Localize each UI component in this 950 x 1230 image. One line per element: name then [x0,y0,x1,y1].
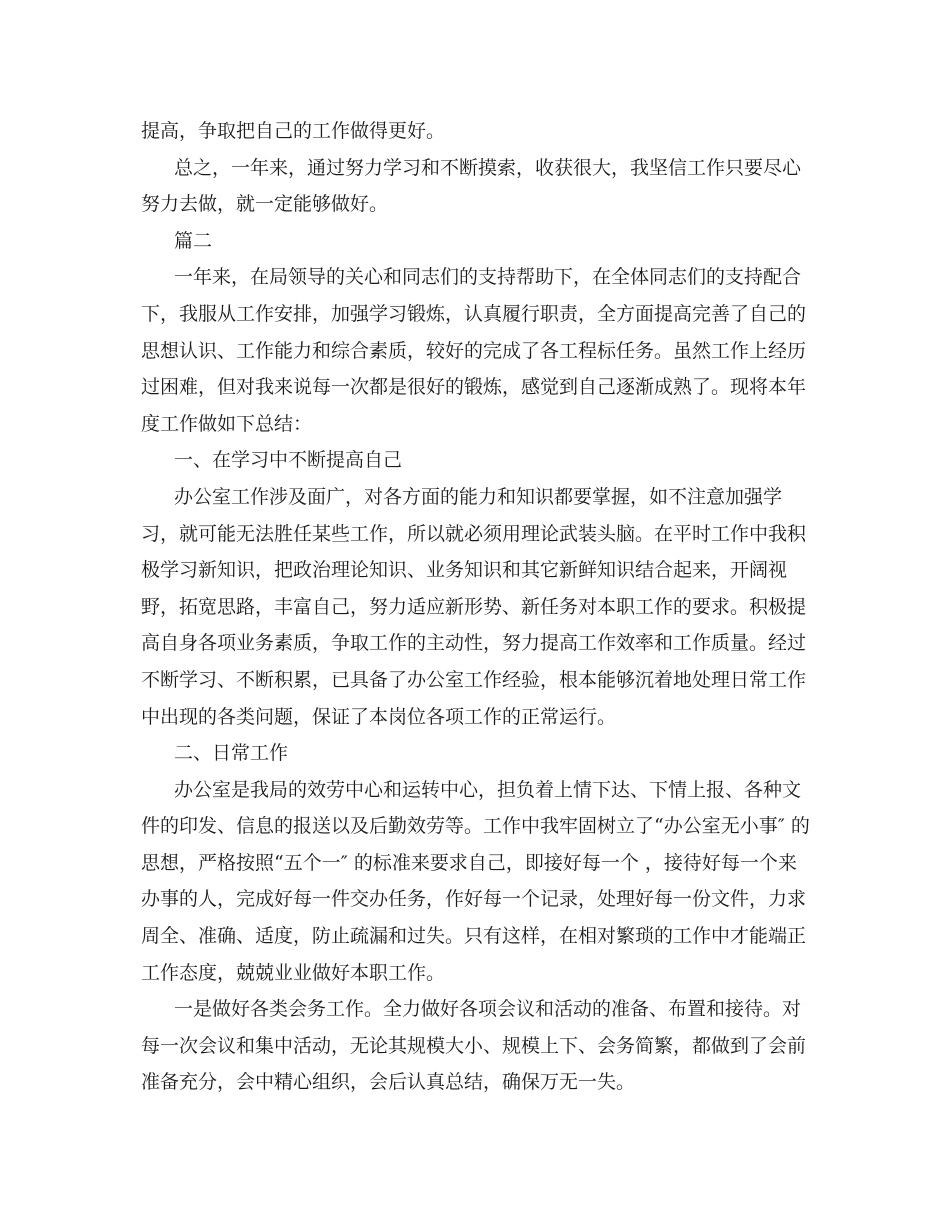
text-line: 一年来，在局领导的关心和同志们的支持帮助下，在全体同志们的支持配合 [174,266,802,289]
text-line: 工作态度，兢兢业业做好本职工作。 [141,961,446,984]
text-line: 习，就可能无法胜任某些工作，所以就必须用理论武装头脑。在平时工作中我积 [141,522,807,545]
text-line: 办事的人，完成好每一件交办任务，作好每一个记录，处理好每一份文件，力求 [141,888,807,911]
text-line: 思想，严格按照“五个一″ 的标准来要求自己，即接好每一个 ，接待好每一个来 [141,851,797,874]
text-line: 努力去做，就一定能够做好。 [141,193,389,216]
text-line: 二、日常工作 [174,742,289,765]
text-line: 过困难，但对我来说每一次都是很好的锻炼，感觉到自己逐渐成熟了。现将本年 [141,376,807,399]
text-line: 篇二 [174,229,213,252]
text-line: 高自身各项业务素质，争取工作的主动性，努力提高工作效率和工作质量。经过 [141,632,807,655]
text-line: 不断学习、不断积累，已具备了办公室工作经验，根本能够沉着地处理日常工作 [141,668,807,691]
text-line: 每一次会议和集中活动，无论其规模大小、规模上下、会务简繁，都做到了会前 [141,1034,807,1057]
text-line: 极学习新知识，把政治理论知识、业务知识和其它新鲜知识结合起来，开阔视 [141,559,788,582]
text-line: 办公室工作涉及面广，对各方面的能力和知识都要掌握，如不注意加强学 [174,485,783,508]
text-line: 提高，争取把自己的工作做得更好。 [141,120,446,142]
text-line: 思想认识、工作能力和综合素质，较好的完成了各工程标任务。虽然工作上经历 [141,339,807,362]
text-line: 下，我服从工作安排，加强学习锻炼，认真履行职责，全方面提高完善了自己的 [141,302,807,325]
text-line: 准备充分，会中精心组织，会后认真总结，确保万无一失。 [141,1071,636,1094]
text-line: 总之，一年来，通过努力学习和不断摸索，收获很大，我坚信工作只要尽心 [174,156,802,179]
text-line: 野，拓宽思路，丰富自己，努力适应新形势、新任务对本职工作的要求。积极提 [141,595,807,618]
text-line: 周全、准确、适度，防止疏漏和过失。只有这样，在相对繁琐的工作中才能端正 [141,925,807,948]
text-line: 度工作做如下总结： [141,412,313,435]
text-line: 一、在学习中不断提高自己 [174,449,403,472]
text-line: 一是做好各类会务工作。全力做好各项会议和活动的准备、布置和接待。对 [174,998,802,1021]
text-line: 办公室是我局的效劳中心和运转中心，担负着上情下达、下情上报、各种文 [174,778,802,801]
text-line: 件的印发、信息的报送以及后勤效劳等。工作中我牢固树立了“办公室无小事″ 的 [141,815,810,838]
document-body [141,113,813,1101]
text-line: 中出现的各类问题，保证了本岗位各项工作的正常运行。 [141,705,617,728]
